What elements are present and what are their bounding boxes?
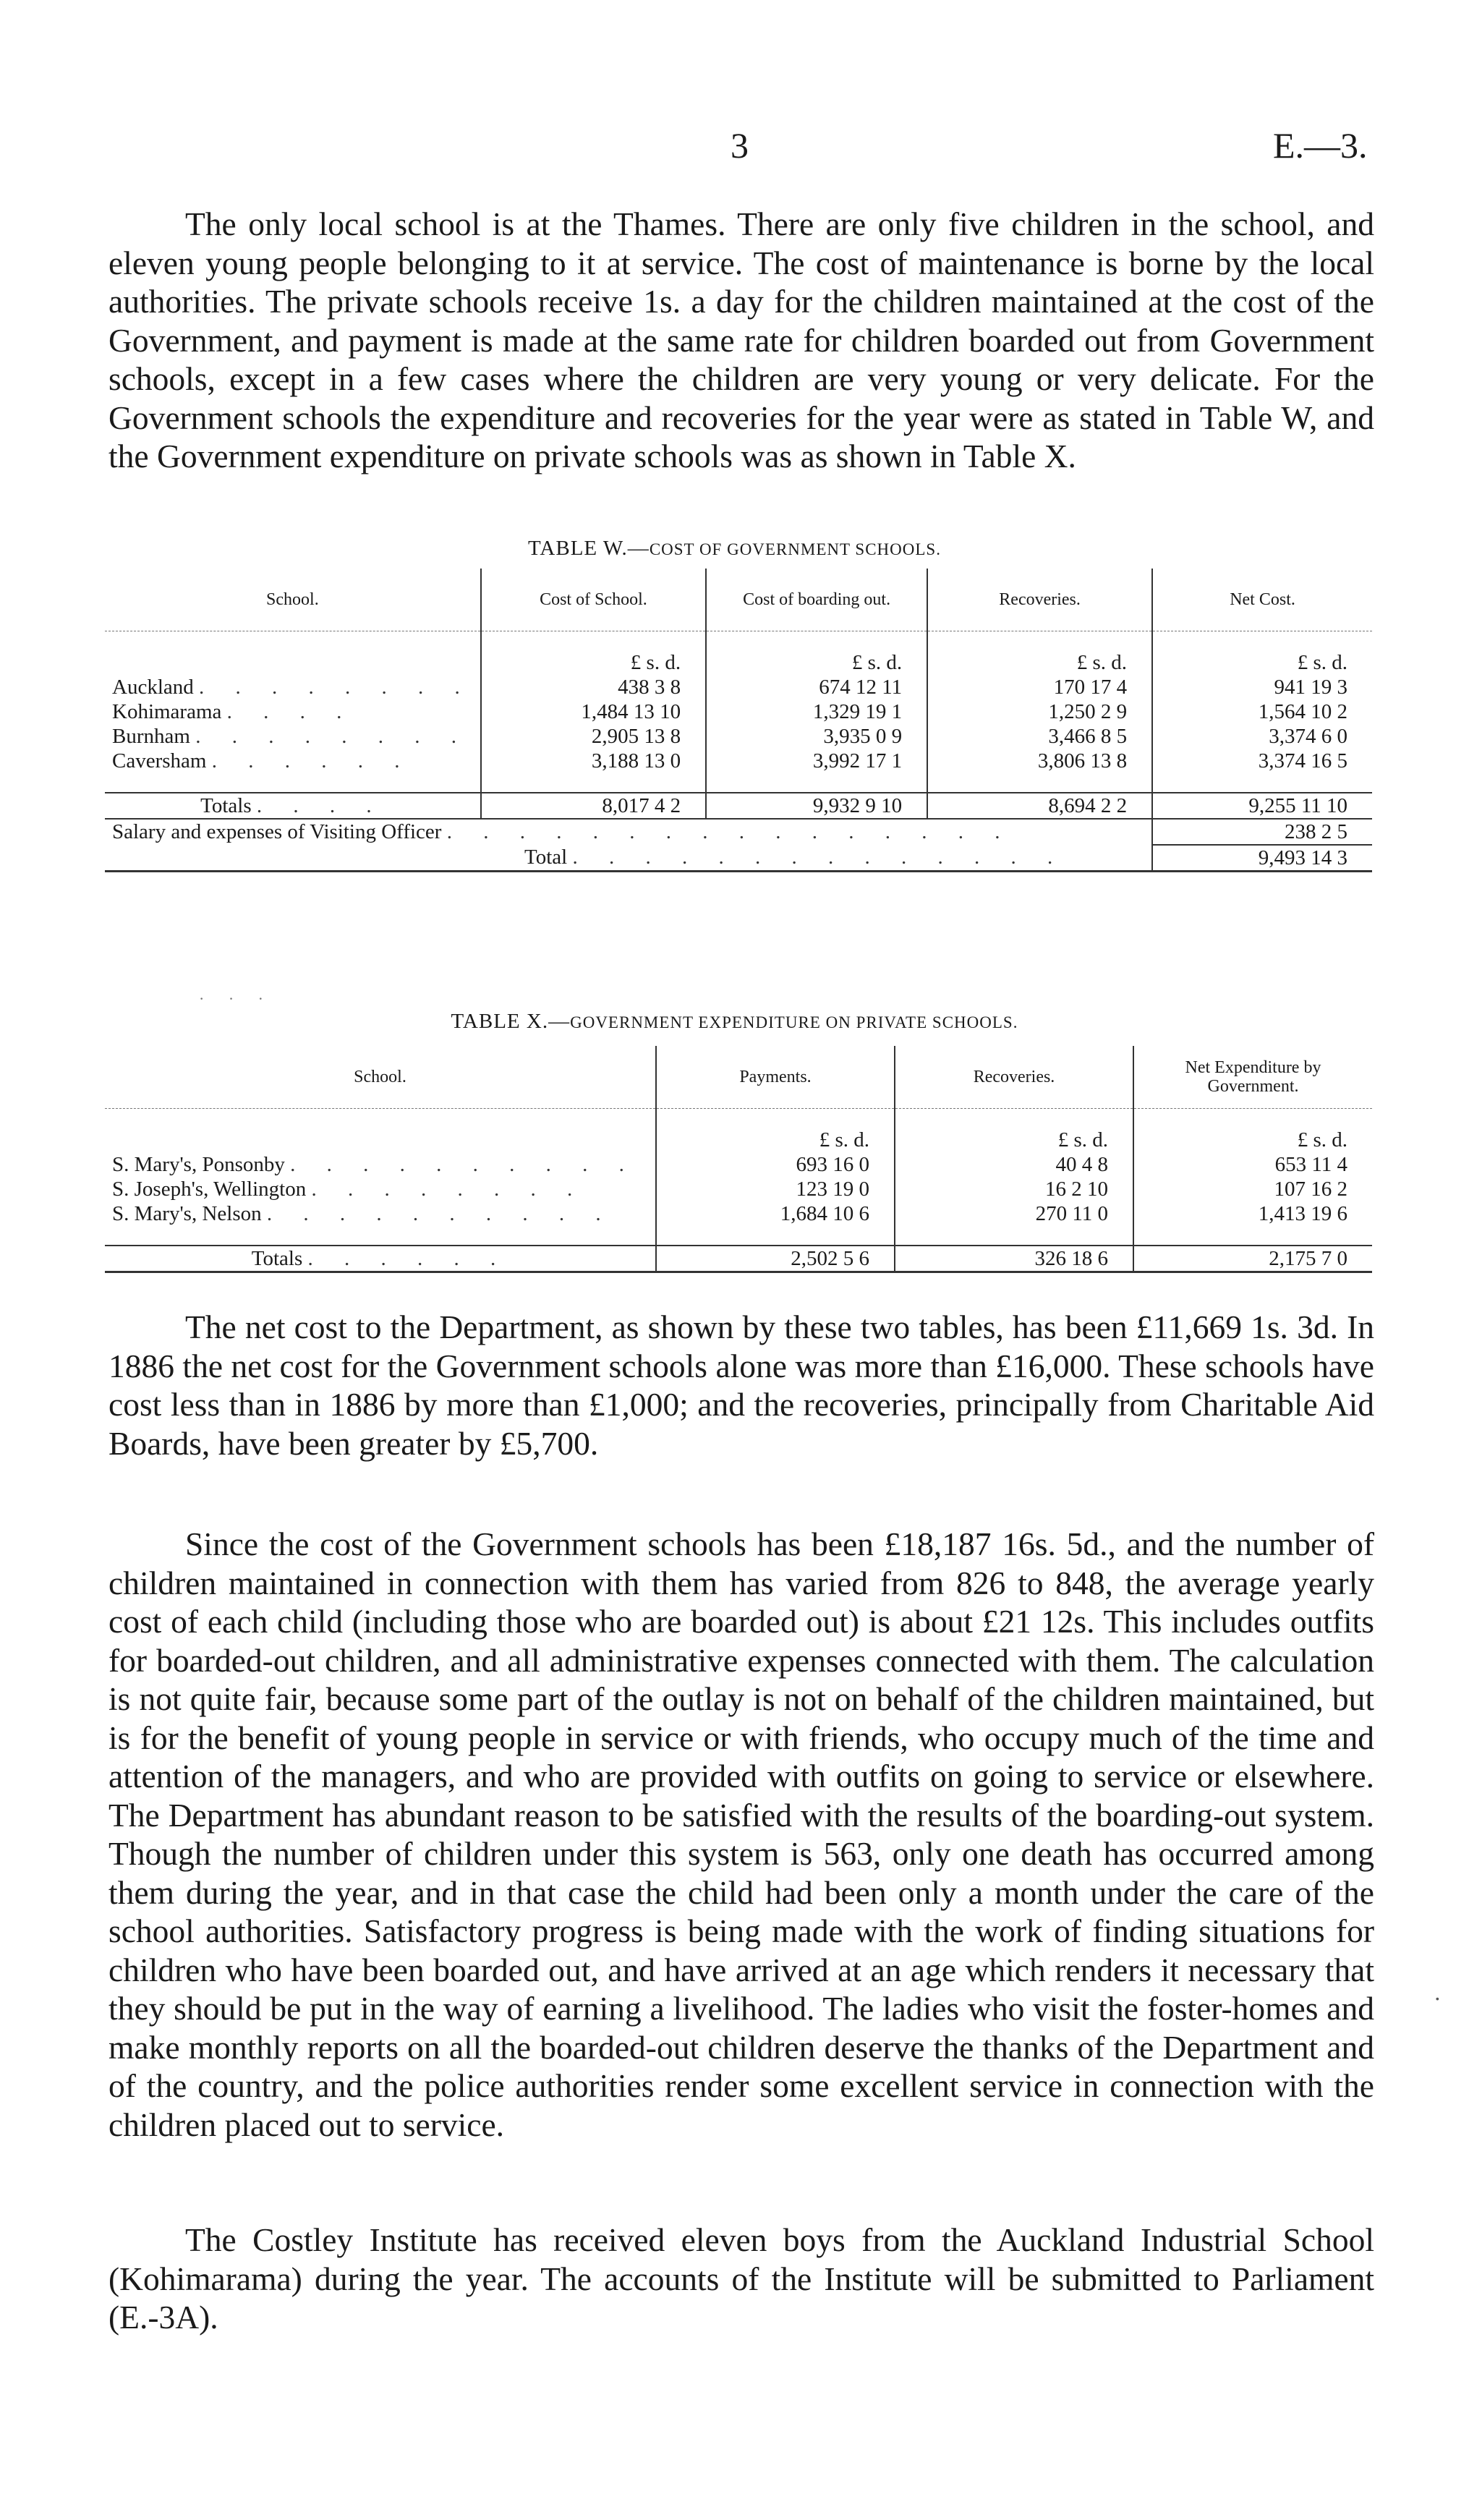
table-w-header-row xyxy=(105,569,1372,631)
boarding-cell: 3,935 0 9 xyxy=(706,724,927,749)
table-w-totals-row xyxy=(105,793,1372,819)
recoveries-cell: 1,250 2 9 xyxy=(927,699,1152,724)
recoveries-cell: 270 11 0 xyxy=(895,1201,1133,1226)
table-row xyxy=(105,699,1372,724)
table-w-col-net: Net Cost. xyxy=(1152,569,1372,631)
salary-net: 238 2 5 xyxy=(1152,819,1372,845)
table-row xyxy=(105,675,1372,699)
table-x-caption-prefix: TABLE X.— xyxy=(451,1010,571,1033)
cost-cell: 438 3 8 xyxy=(481,675,706,699)
leader-dots: . . . . xyxy=(226,700,355,723)
boarding-cell: 1,329 19 1 xyxy=(706,699,927,724)
table-x-col-net: Net Expenditure by Government. xyxy=(1133,1046,1372,1109)
table-w-salary-row xyxy=(105,819,1372,845)
net-cell: 1,564 10 2 xyxy=(1152,699,1372,724)
cost-cell: 1,484 13 10 xyxy=(481,699,706,724)
recoveries-total: 8,694 2 2 xyxy=(927,793,1152,819)
salary-label: Salary and expenses of Visiting Officer xyxy=(112,820,442,843)
table-w-col-recoveries: Recoveries. xyxy=(927,569,1152,631)
school-name: S. Mary's, Ponsonby xyxy=(112,1153,285,1176)
payments-cell: 693 16 0 xyxy=(656,1152,895,1177)
paragraph-costley-institute: The Costley Institute has received eleven boys from the Auckland Industrial School (Kohimarama) during the year. The accounts of the Institute will be submitted to Parliament (E.-3A). xyxy=(108,2221,1374,2336)
recoveries-cell: 3,806 13 8 xyxy=(927,749,1152,773)
table-w-caption xyxy=(0,537,1469,561)
recoveries-cell: 3,466 8 5 xyxy=(927,724,1152,749)
totals-label: Totals xyxy=(251,1247,303,1270)
table-w-caption-prefix: TABLE W.— xyxy=(528,537,650,560)
table-x xyxy=(105,1046,1372,1273)
leader-dots: . . . . . . . . xyxy=(195,725,469,748)
unit-label: £ s. d. xyxy=(1133,1128,1372,1152)
cost-cell: 2,905 13 8 xyxy=(481,724,706,749)
net-cell: 1,413 19 6 xyxy=(1133,1201,1372,1226)
leader-dots: . . . . . . . . . . . . . . . . xyxy=(446,820,1013,843)
school-name: Burnham xyxy=(112,725,190,748)
payments-cell: 1,684 10 6 xyxy=(656,1201,895,1226)
grand-total-label: Total xyxy=(524,846,568,869)
grand-total-net: 9,493 14 3 xyxy=(1152,845,1372,872)
table-w-col-cost: Cost of School. xyxy=(481,569,706,631)
leader-dots: . . . . xyxy=(256,794,385,817)
table-x-col-payments: Payments. xyxy=(656,1046,895,1109)
table-row xyxy=(105,749,1372,773)
net-total: 9,255 11 10 xyxy=(1152,793,1372,819)
school-name: S. Mary's, Nelson xyxy=(112,1202,262,1225)
table-row xyxy=(105,1201,1372,1226)
table-w-col-boarding: Cost of boarding out. xyxy=(706,569,927,631)
table-x-header-row xyxy=(105,1046,1372,1109)
table-w-caption-title: COST OF GOVERNMENT SCHOOLS. xyxy=(649,540,941,558)
leader-dots: . . . . . . . . xyxy=(199,676,473,699)
leader-dots: . . . . . . . . xyxy=(311,1178,586,1201)
net-cell: 941 19 3 xyxy=(1152,675,1372,699)
unit-label: £ s. d. xyxy=(1152,650,1372,675)
net-cell: 3,374 16 5 xyxy=(1152,749,1372,773)
net-cell: 107 16 2 xyxy=(1133,1177,1372,1201)
school-name: Auckland xyxy=(112,676,194,699)
table-w-grand-total-row xyxy=(105,845,1372,872)
stray-print-marks: · · · xyxy=(199,989,273,1008)
school-name: S. Joseph's, Wellington xyxy=(112,1178,307,1201)
cost-total: 8,017 4 2 xyxy=(481,793,706,819)
table-x-units-row xyxy=(105,1128,1372,1152)
table-row xyxy=(105,724,1372,749)
document-reference: E.—3. xyxy=(1273,125,1368,166)
boarding-total: 9,932 9 10 xyxy=(706,793,927,819)
recoveries-cell: 40 4 8 xyxy=(895,1152,1133,1177)
paragraph-local-schools: The only local school is at the Thames. There are only five children in the school, and eleven young people belonging to it at service. The cost of maintenance is borne by the local authorities. The private schools receive 1s. a day for the children maintained at the cost of the Government, and payment is made at the same rate for children boarded out from Government schools, except in a few cases where the children are very young or very delicate. For the Government schools the expenditure and recoveries for the year were as stated in Table W, and the Government expenditure on private schools was as shown in Table X. xyxy=(108,205,1374,474)
leader-dots: . . . . . . xyxy=(307,1247,509,1270)
school-name: Kohimarama xyxy=(112,700,222,723)
unit-label: £ s. d. xyxy=(706,650,927,675)
table-x-col-school: School. xyxy=(105,1046,656,1109)
recoveries-total: 326 18 6 xyxy=(895,1246,1133,1272)
table-w-units-row xyxy=(105,650,1372,675)
page-number: 3 xyxy=(731,125,749,166)
table-x-caption-title: GOVERNMENT EXPENDITURE ON PRIVATE SCHOOLS. xyxy=(570,1013,1018,1031)
margin-mark: · xyxy=(1434,1985,1442,2012)
table-x-col-recoveries: Recoveries. xyxy=(895,1046,1133,1109)
leader-dots: . . . . . . . . . . xyxy=(266,1202,614,1225)
leader-dots: . . . . . . . . . . . . . . xyxy=(572,846,1066,869)
table-w-col-school: School. xyxy=(105,569,481,631)
unit-label: £ s. d. xyxy=(927,650,1152,675)
unit-label: £ s. d. xyxy=(481,650,706,675)
table-x-totals-row xyxy=(105,1246,1372,1272)
recoveries-cell: 16 2 10 xyxy=(895,1177,1133,1201)
payments-total: 2,502 5 6 xyxy=(656,1246,895,1272)
net-cell: 3,374 6 0 xyxy=(1152,724,1372,749)
recoveries-cell: 170 17 4 xyxy=(927,675,1152,699)
table-w xyxy=(105,569,1372,872)
payments-cell: 123 19 0 xyxy=(656,1177,895,1201)
unit-label: £ s. d. xyxy=(895,1128,1133,1152)
boarding-cell: 674 12 11 xyxy=(706,675,927,699)
boarding-cell: 3,992 17 1 xyxy=(706,749,927,773)
unit-label: £ s. d. xyxy=(656,1128,895,1152)
school-name: Caversham xyxy=(112,749,207,772)
paragraph-net-cost: The net cost to the Department, as shown by these two tables, has been £11,669 1s. 3d. In 1886 the net cost for the Government schools alone was more than £16,000. These schools have cost less than in 1886 by more than £1,000; and the recoveries, principally from Charitable Aid Boards, have been greater by £5,700. xyxy=(108,1308,1374,1462)
paragraph-average-cost: Since the cost of the Government schools has been £18,187 16s. 5d., and the number of children maintained in connection with them has varied from 826 to 848, the average yearly cost of each child (including those who are boarded out) is about £21 12s. This includes outfits for boarded-out children, and all administrative expenses connected with them. The calculation is not quite fair, because some part of the outlay is not on behalf of the children maintained, but is for the benefit of young people in service or with friends, who occupy much of the time and attention of the managers, and who are provided with outfits on going to service or elsewhere. The Department has abundant reason to be satisfied with the results of the boarding-out system. Though the number of children under this system is 563, only one death has occurred among them during the year, and in that case the child had been only a month under the care of the school authorities. Satisfactory progress is being made with the work of finding situations for children who have been boarded out, and have arrived at an age which renders it necessary that they should be put in the way of earning a livelihood. The ladies who visit the foster-homes and make monthly reports on all the boarded-out children deserve the thanks of the Department and of the country, and the police authorities render some excellent service in connection with the children placed out to service. xyxy=(108,1525,1374,2143)
leader-dots: . . . . . . xyxy=(211,749,413,772)
cost-cell: 3,188 13 0 xyxy=(481,749,706,773)
net-cell: 653 11 4 xyxy=(1133,1152,1372,1177)
totals-label: Totals xyxy=(200,794,252,817)
table-x-caption xyxy=(0,1010,1469,1034)
leader-dots: . . . . . . . . . . xyxy=(290,1153,637,1176)
table-row xyxy=(105,1177,1372,1201)
table-row xyxy=(105,1152,1372,1177)
net-total: 2,175 7 0 xyxy=(1133,1246,1372,1272)
